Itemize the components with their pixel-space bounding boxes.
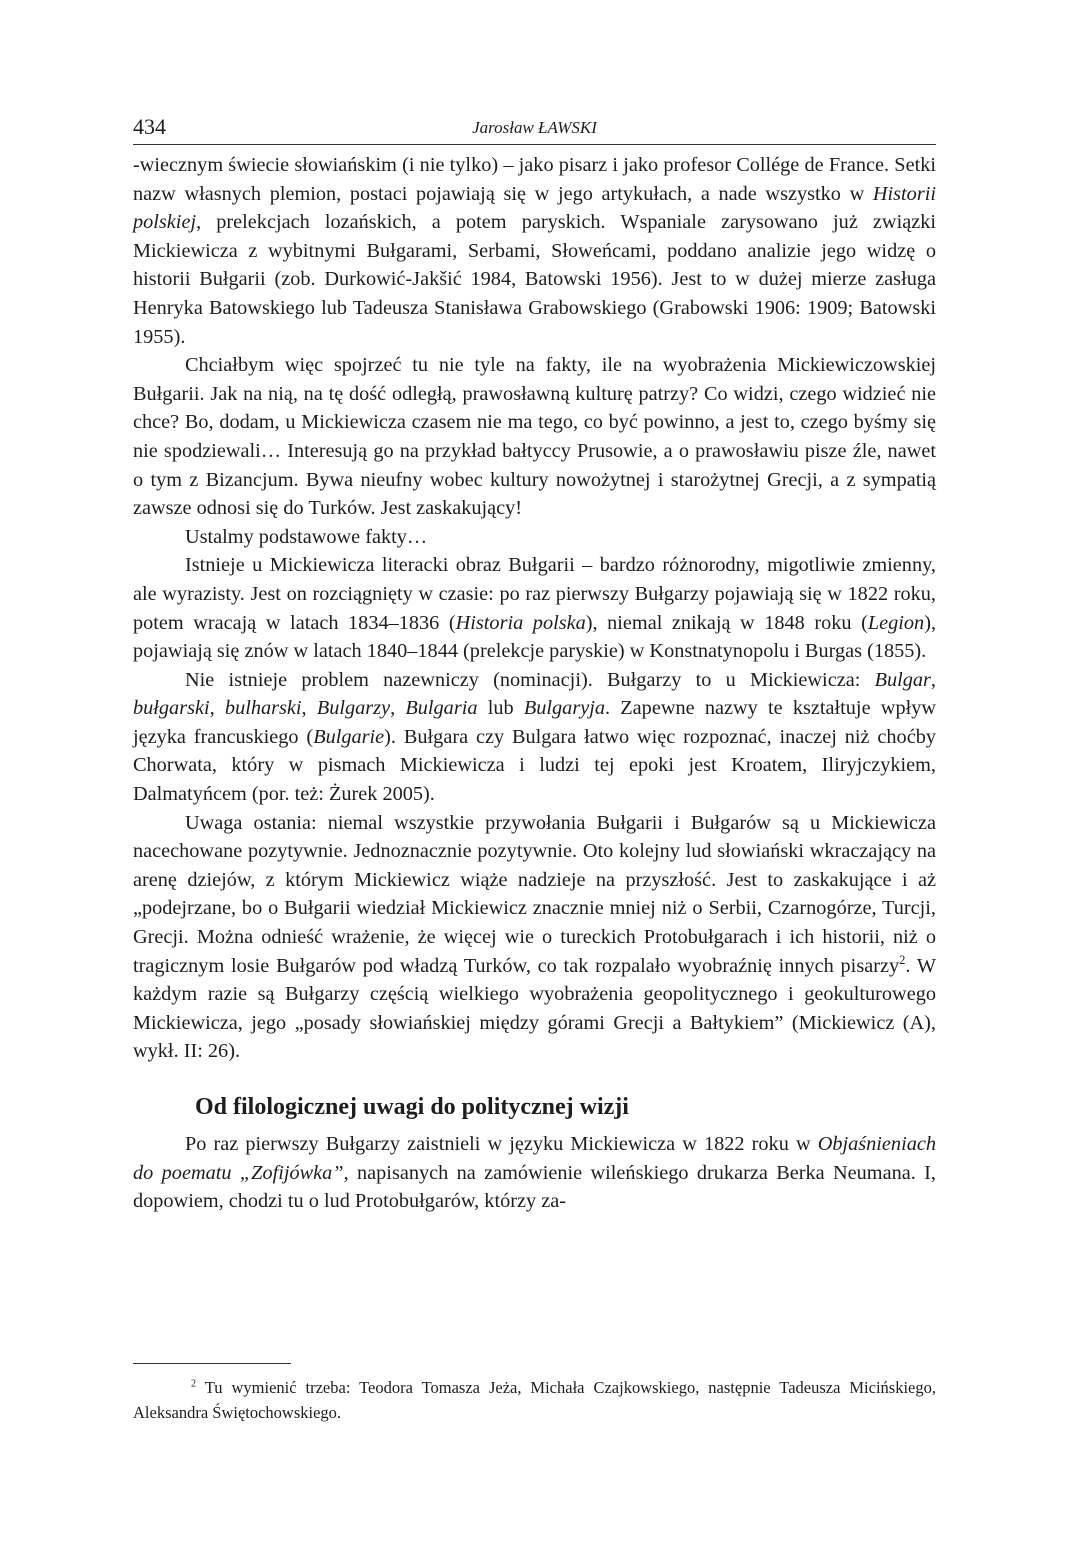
paragraph-1: -wiecznym świecie słowiańskim (i nie tylko) – jako pisarz i jako profesor Collége de France. Setki nazw własnych plemion, postaci pojawiają się w jego artykułach, a nade wszystko w Historii polskiej, prelekcjach lozańskich, a potem paryskich. Wspaniale zarysowano już związki Mickiewicza z wybitnymi Bułgarami, Serbami, Słoweńcami, poddano analizie jego widzę o historii Bułgarii (zob. Durkowić-Jakšić 1984, Batowski 1956). Jest to w dużej mierze zasługa Henryka Batowskiego lub Tadeusza Stanisława Grabowskiego (Grabowski 1906: 1909; Batowski 1955). — [133, 154, 936, 348]
paragraph-4: Istnieje u Mickiewicza literacki obraz Bułgarii – bardzo różnorodny, migotliwie zmienny, ale wyrazisty. Jest on rozciągnięty w czasie: po raz pierwszy Bułgarzy pojawiają się w 1822 roku, potem wracają w latach 1834–1836 (Historia polska), niemal znikają w 1848 roku (Legion), pojawiają się znów w latach 1840–1844 (prelekcje paryskie) w Konstnatynopolu i Burgas (1855). — [133, 554, 937, 663]
page-header — [133, 112, 936, 145]
running-head: Jarosław ŁAWSKI — [472, 118, 597, 137]
footnote-separator — [133, 1363, 291, 1364]
paragraph-6: Uwaga ostania: niemal wszystkie przywołania Bułgarii i Bułgarów są u Mickiewicza nacechowane pozytywnie. Jednoznacznie pozytywnie. Oto kolejny lud słowiański wkraczający na arenę dziejów, z którym Mickiewicz wiąże nadzieje na przyszłość. Jest to zaskakujące i aż „podejrzane, bo o Bułgarii wiedział Mickiewicz znacznie mniej niż o Serbii, Czarnogórze, Turcji, Grecji. Można odnieść wrażenie, że więcej wie o tureckich Protobułgarach i ich historii, niż o tragicznym losie Bułgarów pod władzą Turków, co tak rozpalało wyobraźnię innych pisarzy$^2$. W każdym razie są Bułgarzy częścią wielkiego wyobrażenia geopolitycznego i geokulturowego Mickiewicza, jego „posady słowiańskiej między górami Grecji a Bałtykiem” (Mickiewicz (A), wykł. II: 26). — [133, 811, 936, 1063]
footnote-reference[interactable]: 2 — [899, 952, 906, 967]
paragraph-7: Po raz pierwszy Bułgarzy zaistnieli w języku Mickiewicza w 1822 roku w Objaśnieniach do poematu „Zofijówka”, napisanych na zamówienie wileńskiego drukarza Berka Neumana. I, dopowiem, chodzi tu o lud Protobułgarów, którzy za- — [133, 1133, 936, 1213]
main-text — [133, 151, 936, 1216]
paragraph-3: Ustalmy podstawowe fakty… — [185, 525, 428, 548]
footnote-2: $^2$ Tu wymienić trzeba: Teodora Tomasza Jeża, Michała Czajkowskiego, następnie Tadeusza Micińskiego, Aleksandra Świętochowskiego. — [133, 1378, 936, 1422]
paragraph-5: Nie istnieje problem nazewniczy (nominacji). Bułgarzy to u Mickiewicza: Bulgar, bułgarski, bulharski, Bulgarzy, Bulgaria lub Bulgaryja. Zapewne nazwy te kształtuje wpływ języka francuskiego (Bulgarie). Bułgara czy Bulgara łatwo więc rozpoznać, inaczej niż choćby Chorwata, który w pismach Mickiewicza i ludzi tej epoki jest Kroatem, Iliryjczykiem, Dalmatyńcem (por. też: Żurek 2005). — [133, 668, 937, 806]
page-number: 434 — [133, 114, 166, 139]
paragraph-2: Chciałbym więc spojrzeć tu nie tyle na fakty, ile na wyobrażenia Mickiewiczowskiej Bułgarii. Jak na nią, na tę dość odległą, prawosławną kulturę patrzy? Co widzi, czego widzieć nie chce? Bo, dodam, u Mickiewicza czasem nie ma tego, co być powinno, a jest to, czego byśmy się nie spodziewali… Interesują go na przykład bałtyccy Prusowie, a o prawosławiu pisze źle, nawet o tym z Bizancjum. Bywa nieufny wobec kultury nowożytnej i starożytnej Grecji, a z sympatią zawsze odnosi się do Turków. Jest zaskakujący! — [133, 354, 936, 520]
section-heading: Od filologicznej uwagi do politycznej wizji — [195, 1094, 629, 1120]
footnote-marker: 2 — [191, 1378, 197, 1390]
